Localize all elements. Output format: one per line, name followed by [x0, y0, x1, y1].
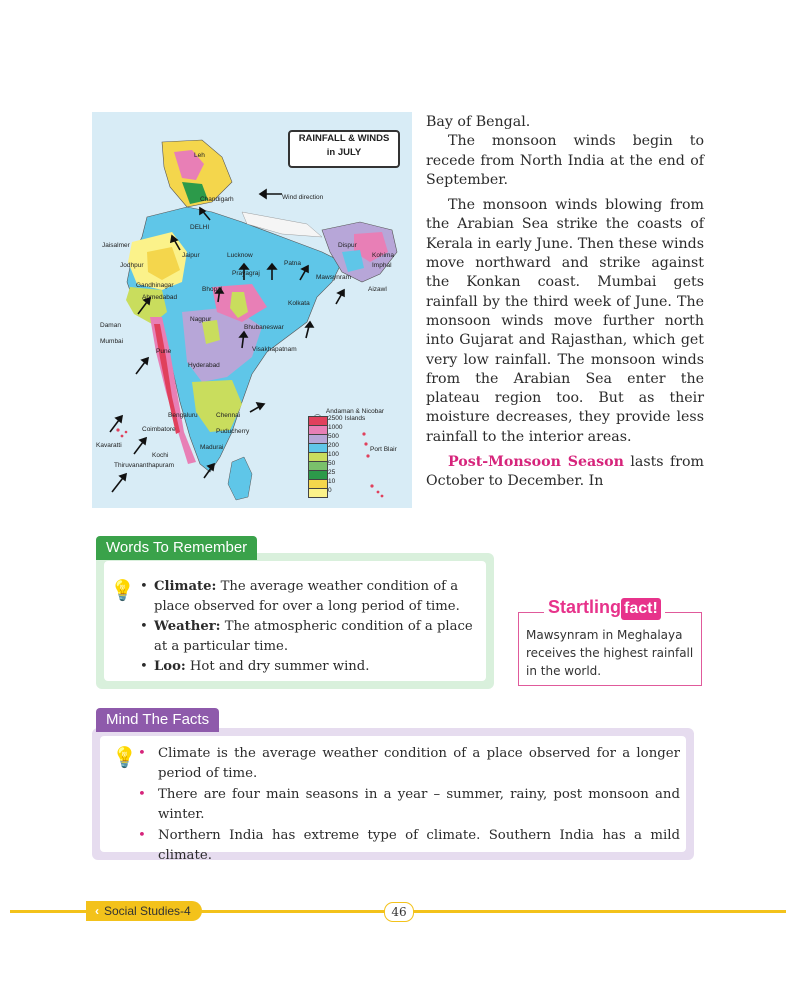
place-label: Kavaratti: [96, 442, 122, 449]
place-label: Ahmedabad: [142, 294, 178, 301]
paragraph: [426, 453, 704, 492]
place-label: Prayagraj: [232, 270, 260, 277]
chevron-left-icon: ‹: [95, 904, 99, 918]
place-label: Kolkata: [288, 300, 310, 307]
place-label: Leh: [194, 152, 205, 159]
term: Weather:: [154, 619, 221, 634]
list-item: • Climate: The average weather condition of a place observed for over a long period of time.: [140, 579, 460, 614]
startling-fact-title-a: Startling: [548, 597, 622, 617]
wind-direction-label: Wind direction: [282, 194, 324, 201]
place-label: Mumbai: [100, 338, 124, 345]
legend-label: 100: [328, 451, 339, 458]
mind-the-facts-heading: Mind The Facts: [96, 708, 219, 732]
facts-list: [138, 744, 680, 867]
place-label: Mawsynram: [316, 274, 352, 281]
words-to-remember-heading: Words To Remember: [96, 536, 257, 560]
place-label: Visakhapatnam: [252, 346, 297, 353]
legend-label: 500: [328, 433, 339, 440]
post-monsoon-term: Post-Monsoon Season: [448, 454, 624, 471]
place-label: Bhopal: [202, 286, 223, 293]
paragraph: The monsoon winds blowing from the Arabian Sea strike the coasts of Kerala in early June. Then these winds move northward and strike against the Konkan coast. Mumbai gets rainfall by the third week of June. The monsoon winds move further north into Gujarat and Rajasthan, which get very low rainfall. The monsoon winds from the Arabian Sea enter the plateau region too. But as their moisture decreases, they provide less rainfall to the interior areas.: [426, 197, 704, 445]
place-label: DELHI: [190, 224, 210, 231]
term: Climate:: [154, 579, 217, 594]
place-label: Kohima: [372, 252, 395, 259]
list-item: • Climate is the average weather condition of a place observed for a longer period of time.: [138, 746, 680, 781]
place-label: Imphal: [372, 262, 392, 269]
book-title: Social Studies-4: [104, 904, 191, 918]
words-list: [140, 577, 484, 678]
rainfall-map: [92, 112, 412, 508]
place-label: Chennai: [216, 412, 241, 419]
place-label: Kochi: [152, 452, 169, 459]
paragraph: Bay of Bengal.: [426, 114, 531, 130]
list-item: • Northern India has extreme type of climate. Southern India has a mild climate.: [138, 828, 680, 863]
islands-label: Andaman & Nicobar Islands: [325, 408, 385, 422]
place-label: Jaisalmer: [102, 242, 130, 249]
term: Loo:: [154, 659, 186, 674]
legend-label: 0: [328, 487, 332, 494]
definition: Hot and dry summer wind.: [185, 659, 370, 674]
startling-fact-title: [544, 596, 665, 618]
legend-label: 200: [328, 442, 339, 449]
paragraph: The monsoon winds begin to recede from North India at the end of September.: [426, 133, 704, 188]
place-label: Lucknow: [227, 252, 253, 259]
place-label: Port Blair: [370, 446, 397, 453]
map-title: RAINFALL & WINDS in JULY: [288, 130, 400, 168]
legend-label: 50: [328, 460, 336, 467]
rainfall-legend: [290, 412, 402, 502]
place-label: Aizawl: [368, 286, 387, 293]
fact-text: There are four main seasons in a year – summer, rainy, post monsoon and winter.: [158, 787, 680, 822]
place-label: Nagpur: [190, 316, 212, 323]
paragraph-text: lasts from October to December. In: [426, 454, 704, 490]
page-number: 46: [384, 902, 414, 922]
legend-label: 1000: [328, 424, 343, 431]
list-item: • There are four main seasons in a year – summer, rainy, post monsoon and winter.: [138, 787, 680, 822]
place-label: Thiruvananthapuram: [114, 462, 174, 469]
lightbulb-icon: 💡: [110, 578, 135, 602]
place-label: Jaipur: [182, 252, 200, 259]
place-label: Pune: [156, 348, 172, 355]
legend-label: 25: [328, 469, 336, 476]
legend-label: 10: [328, 478, 336, 485]
place-label: Coimbatore: [142, 426, 176, 433]
footer-book-tab: [86, 901, 202, 921]
place-label: Dispur: [338, 242, 357, 249]
startling-fact-title-b: fact!: [621, 598, 661, 620]
list-item: • Loo: Hot and dry summer wind.: [140, 659, 370, 674]
place-label: Patna: [284, 260, 301, 267]
place-label: Bhubaneswar: [244, 324, 284, 331]
legend-swatch: [308, 488, 328, 498]
body-text: [426, 113, 704, 492]
place-label: Chandigarh: [200, 196, 234, 203]
definition: The average weather condition of a place observed for over a long period of time.: [154, 579, 460, 614]
place-label: Gandhinagar: [136, 282, 174, 289]
startling-fact-text: Mawsynram in Meghalaya receives the highest rainfall in the world.: [526, 628, 694, 678]
lightbulb-icon: 💡: [112, 745, 137, 769]
place-label: Jodhpur: [120, 262, 144, 269]
fact-text: Northern India has extreme type of climate. Southern India has a mild climate.: [158, 828, 680, 863]
place-label: Madurai: [200, 444, 224, 451]
place-label: Puducherry: [216, 428, 250, 435]
definition: The atmospheric condition of a place at a particular time.: [154, 619, 473, 654]
place-label: Daman: [100, 322, 121, 329]
list-item: • Weather: The atmospheric condition of a place at a particular time.: [140, 619, 473, 654]
place-label: Bengaluru: [168, 412, 198, 419]
place-label: Hyderabad: [188, 362, 220, 369]
fact-text: Climate is the average weather condition of a place observed for a longer period of time.: [158, 746, 680, 781]
legend-label: 2500: [328, 415, 343, 422]
